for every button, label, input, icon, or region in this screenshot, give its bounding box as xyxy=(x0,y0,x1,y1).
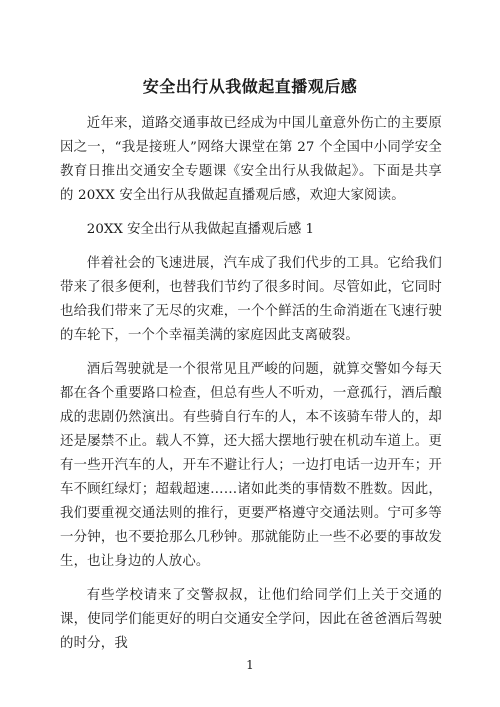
body-paragraph-2: 酒后驾驶就是一个很常见且严峻的问题，就算交警如今每天都在各个重要路口检查，但总有些人不听劝，一意孤行，酒后酿成的悲剧仍然演出。有些骑自行车的人，本不该骑车带人的，却还是屡禁不止。载人不算，还大摇大摆地行驶在机动车道上。更有一些开汽车的人，开车不避让行人；一边打电话一边开车；开车不顾红绿灯；超载超速……诸如此类的事情数不胜数。因此，我们要重视交通法则的推行，更要严格遵守交通法则。宁可多等一分钟，也不要抢那么几秒钟。那就能防止一些不必要的事故发生，也让身边的人放心。 xyxy=(60,362,442,569)
section-heading: 20XX 安全出行从我做起直播观后感 1 xyxy=(86,222,315,237)
page-number: 1 xyxy=(246,658,254,672)
body-paragraph-1: 伴着社会的飞速进展，汽车成了我们代步的工具。它给我们带来了很多便利，也替我们节约了很多时间。尽管如此，它同时也给我们带来了无尽的灾难，一个个鲜活的生命消逝在飞速行驶的车轮下，一个个幸福美满的家庭因此支离破裂。 xyxy=(60,256,442,343)
document-title: 安全出行从我做起直播观后感 xyxy=(142,77,358,96)
body-paragraph-3: 有些学校请来了交警叔叔，让他们给同学们上关于交通的课，使同学们能更好的明白交通安全学问，因此在爸爸酒后驾驶的时分，我 xyxy=(60,588,442,651)
document-body xyxy=(60,112,442,666)
intro-paragraph: 近年来，道路交通事故已经成为中国儿童意外伤亡的主要原因之一，“我是接班人”网络大课堂在第 27 个全国中小同学安全教育日推出交通安全专题课《安全出行从我做起》。下面是共享的 20XX 安全出行从我做起直播观后感，欢迎大家阅读。 xyxy=(60,116,442,203)
